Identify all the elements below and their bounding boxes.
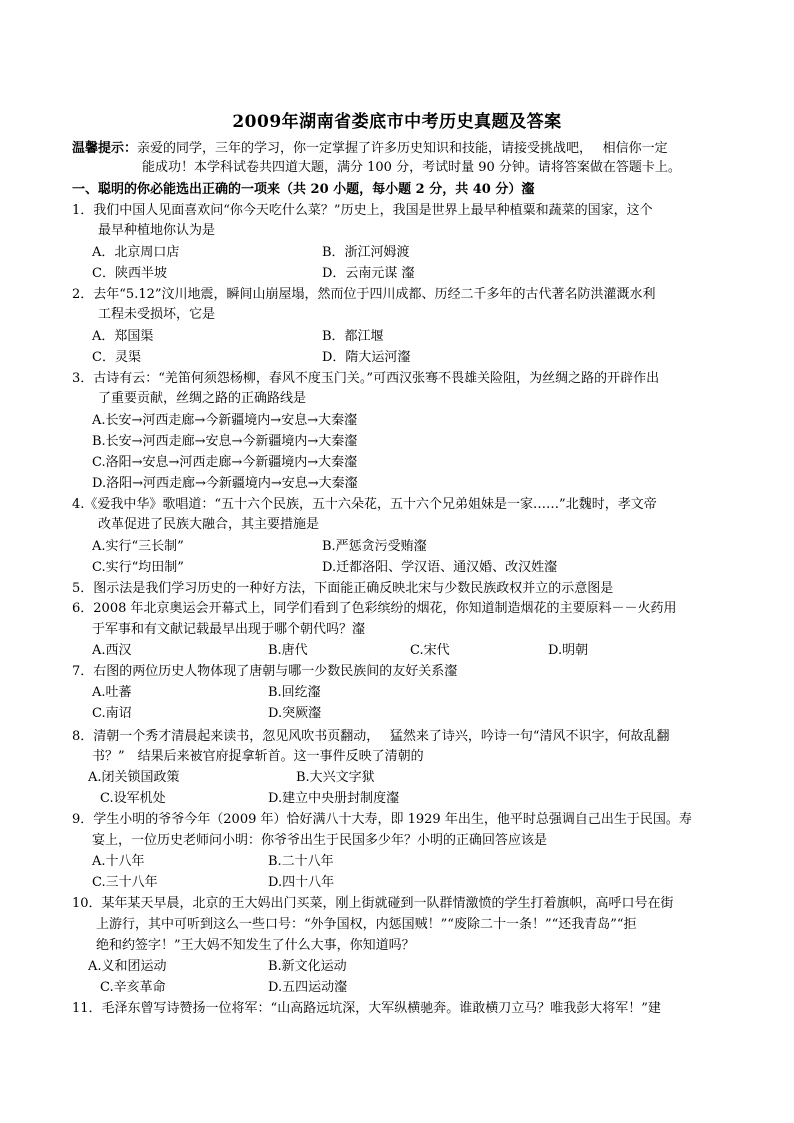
- question-10-stem: 10．某年某天早晨，北京的王大妈出门买菜，刚上街就碰到一队群情激愤的学生打着旗帜，高呼口号在街: [72, 896, 674, 911]
- question-3-option-a: A.长安→河西走廊→今新疆境内→安息→大秦瀣: [92, 413, 358, 428]
- question-6-option-b: B.唐代: [268, 643, 308, 658]
- question-4-stem: 4.《爱我中华》歌唱道：“五十六个民族，五十六朵花，五十六个兄弟姐妹是一家……”北魏时，孝文帝: [72, 497, 657, 512]
- question-4-option-c: C.实行“均田制”: [92, 560, 184, 575]
- question-9-option-c: C.三十八年: [92, 875, 158, 890]
- question-6-option-d: D.明朝: [548, 643, 589, 658]
- question-4-stem-cont: 改革促进了民族大融合，其主要措施是: [98, 517, 320, 532]
- question-7-option-b: B.回纥瀣: [268, 685, 321, 700]
- question-3-stem-cont: 了重要贡献，丝绸之路的正确路线是: [98, 391, 307, 406]
- question-7-stem: 7．右图的两位历史人物体现了唐朝与哪一少数民族间的友好关系瀣: [72, 664, 458, 679]
- question-6-stem-cont: 于军事和有文献记载最早出现于哪个朝代吗？瀣: [92, 622, 366, 637]
- tip-text-2: 能成功！本学科试卷共四道大题，满分 100 分，考试时量 90 分钟。请将答案做在答题卡上。: [142, 160, 681, 175]
- question-9-option-b: B.二十八年: [268, 854, 334, 869]
- question-8-option-d: D.建立中央册封制度瀣: [268, 791, 400, 806]
- question-3-stem: 3．古诗有云：“羌笛何须怨杨柳，春风不度玉门关。”可西汉张骞不畏雄关险阻，为丝绸之路的开辟作出: [72, 371, 660, 386]
- question-1-option-b: B．浙江河姆渡: [322, 245, 410, 260]
- question-1-stem: 1．我们中国人见面喜欢问“你今天吃什么菜？”历史上，我国是世界上最早种植粟和蔬菜的国家，这个: [72, 203, 653, 218]
- tip-text-1: 亲爱的同学，三年的学习，你一定掌握了许多历史知识和技能，请接受挑战吧， 相信你一定: [137, 141, 668, 156]
- question-9-stem: 9．学生小明的爷爷今年（2009 年）恰好满八十大寿，即 1929 年出生，他平时总强调自己出生于民国。寿: [72, 812, 692, 827]
- question-7-option-a: A.吐蕃: [92, 685, 132, 700]
- question-8-stem-cont: 书？” 结果后来被官府捉拿斩首。这一事件反映了清朝的: [92, 749, 424, 764]
- question-10-option-a: A.义和团运动: [88, 959, 167, 974]
- tip-line-1: [72, 140, 668, 158]
- question-10-stem-cont-2: 绝和约签字！”王大妈不知发生了什么大事，你知道吗？: [96, 938, 415, 953]
- question-10-stem-cont: 上游行，其中可听到这么一些口号：“外争国权，内惩国贼！”“废除二十一条！”“还我青岛”“拒: [96, 917, 637, 932]
- question-8-option-a: A.闭关锁国政策: [88, 770, 180, 785]
- question-2-option-b: B．都江堰: [322, 329, 384, 344]
- question-11-stem: 11．毛泽东曾写诗赞扬一位将军：“山高路远坑深，大军纵横驰奔。谁敢横刀立马？唯我彭大将军！”建: [72, 1001, 661, 1016]
- tip-label: 温馨提示：: [72, 141, 138, 156]
- question-10-option-d: D.五四运动瀣: [268, 980, 348, 995]
- question-2-stem: 2．去年“5.12”汶川地震，瞬间山崩屋塌，然而位于四川成都、历经二千多年的古代著名防洪灌溉水利: [72, 287, 656, 302]
- question-8-option-b: B.大兴文字狱: [296, 770, 375, 785]
- question-1-option-d: D．云南元谋 瀣: [322, 266, 415, 281]
- question-2-stem-cont: 工程未受损坏，它是: [98, 307, 216, 322]
- question-6-option-c: C.宋代: [410, 643, 450, 658]
- question-9-option-d: D.四十八年: [268, 875, 335, 890]
- question-8-option-c: C.设军机处: [100, 791, 166, 806]
- question-9-stem-cont: 宴上，一位历史老师问小明：你爷爷出生于民国多少年？小明的正确回答应该是: [92, 833, 548, 848]
- question-8-stem: 8．清朝一个秀才清晨起来读书，忽见风吹书页翻动， 猛然来了诗兴，吟诗一句“清风不识字，何故乱翻: [72, 729, 670, 744]
- question-2-option-a: A．郑国渠: [92, 329, 154, 344]
- question-4-option-a: A.实行“三长制”: [92, 539, 184, 554]
- question-1-option-c: C．陕西半坡: [92, 266, 167, 281]
- question-3-option-b: B.长安→河西走廊→安息→今新疆境内→大秦瀣: [92, 434, 358, 449]
- question-10-option-c: C.辛亥革命: [100, 980, 166, 995]
- question-4-option-b: B.严惩贪污受贿瀣: [322, 539, 427, 554]
- question-7-option-c: C.南诏: [92, 706, 132, 721]
- question-2-option-d: D．隋大运河瀣: [322, 350, 411, 365]
- question-6-option-a: A.西汉: [92, 643, 132, 658]
- question-3-option-c: C.洛阳→安息→河西走廊→今新疆境内→大秦瀣: [92, 455, 358, 470]
- question-7-option-d: D.突厥瀣: [268, 706, 322, 721]
- question-1-stem-cont: 最早种植地你认为是: [98, 223, 216, 238]
- question-2-option-c: C．灵渠: [92, 350, 141, 365]
- question-3-option-d: D.洛阳→河西走廊→今新疆境内→安息→大秦瀣: [92, 476, 358, 491]
- question-6-stem: 6．2008 年北京奥运会开幕式上，同学们看到了色彩缤纷的烟花，你知道制造烟花的主要原料－－火药用: [72, 601, 677, 616]
- question-5-stem: 5．图示法是我们学习历史的一种好方法，下面能正确反映北宋与少数民族政权并立的示意图是: [72, 581, 614, 596]
- page-title: 2009年湖南省娄底市中考历史真题及答案: [232, 112, 562, 132]
- question-1-option-a: A．北京周口店: [92, 245, 180, 260]
- section-heading: 一、聪明的你必能选出正确的一项来（共 20 小题，每小题 2 分，共 40 分）瀣: [72, 182, 535, 197]
- question-4-option-d: D.迁都洛阳、学汉语、通汉婚、改汉姓瀣: [322, 560, 558, 575]
- question-9-option-a: A.十八年: [92, 854, 145, 869]
- question-10-option-b: B.新文化运动: [268, 959, 347, 974]
